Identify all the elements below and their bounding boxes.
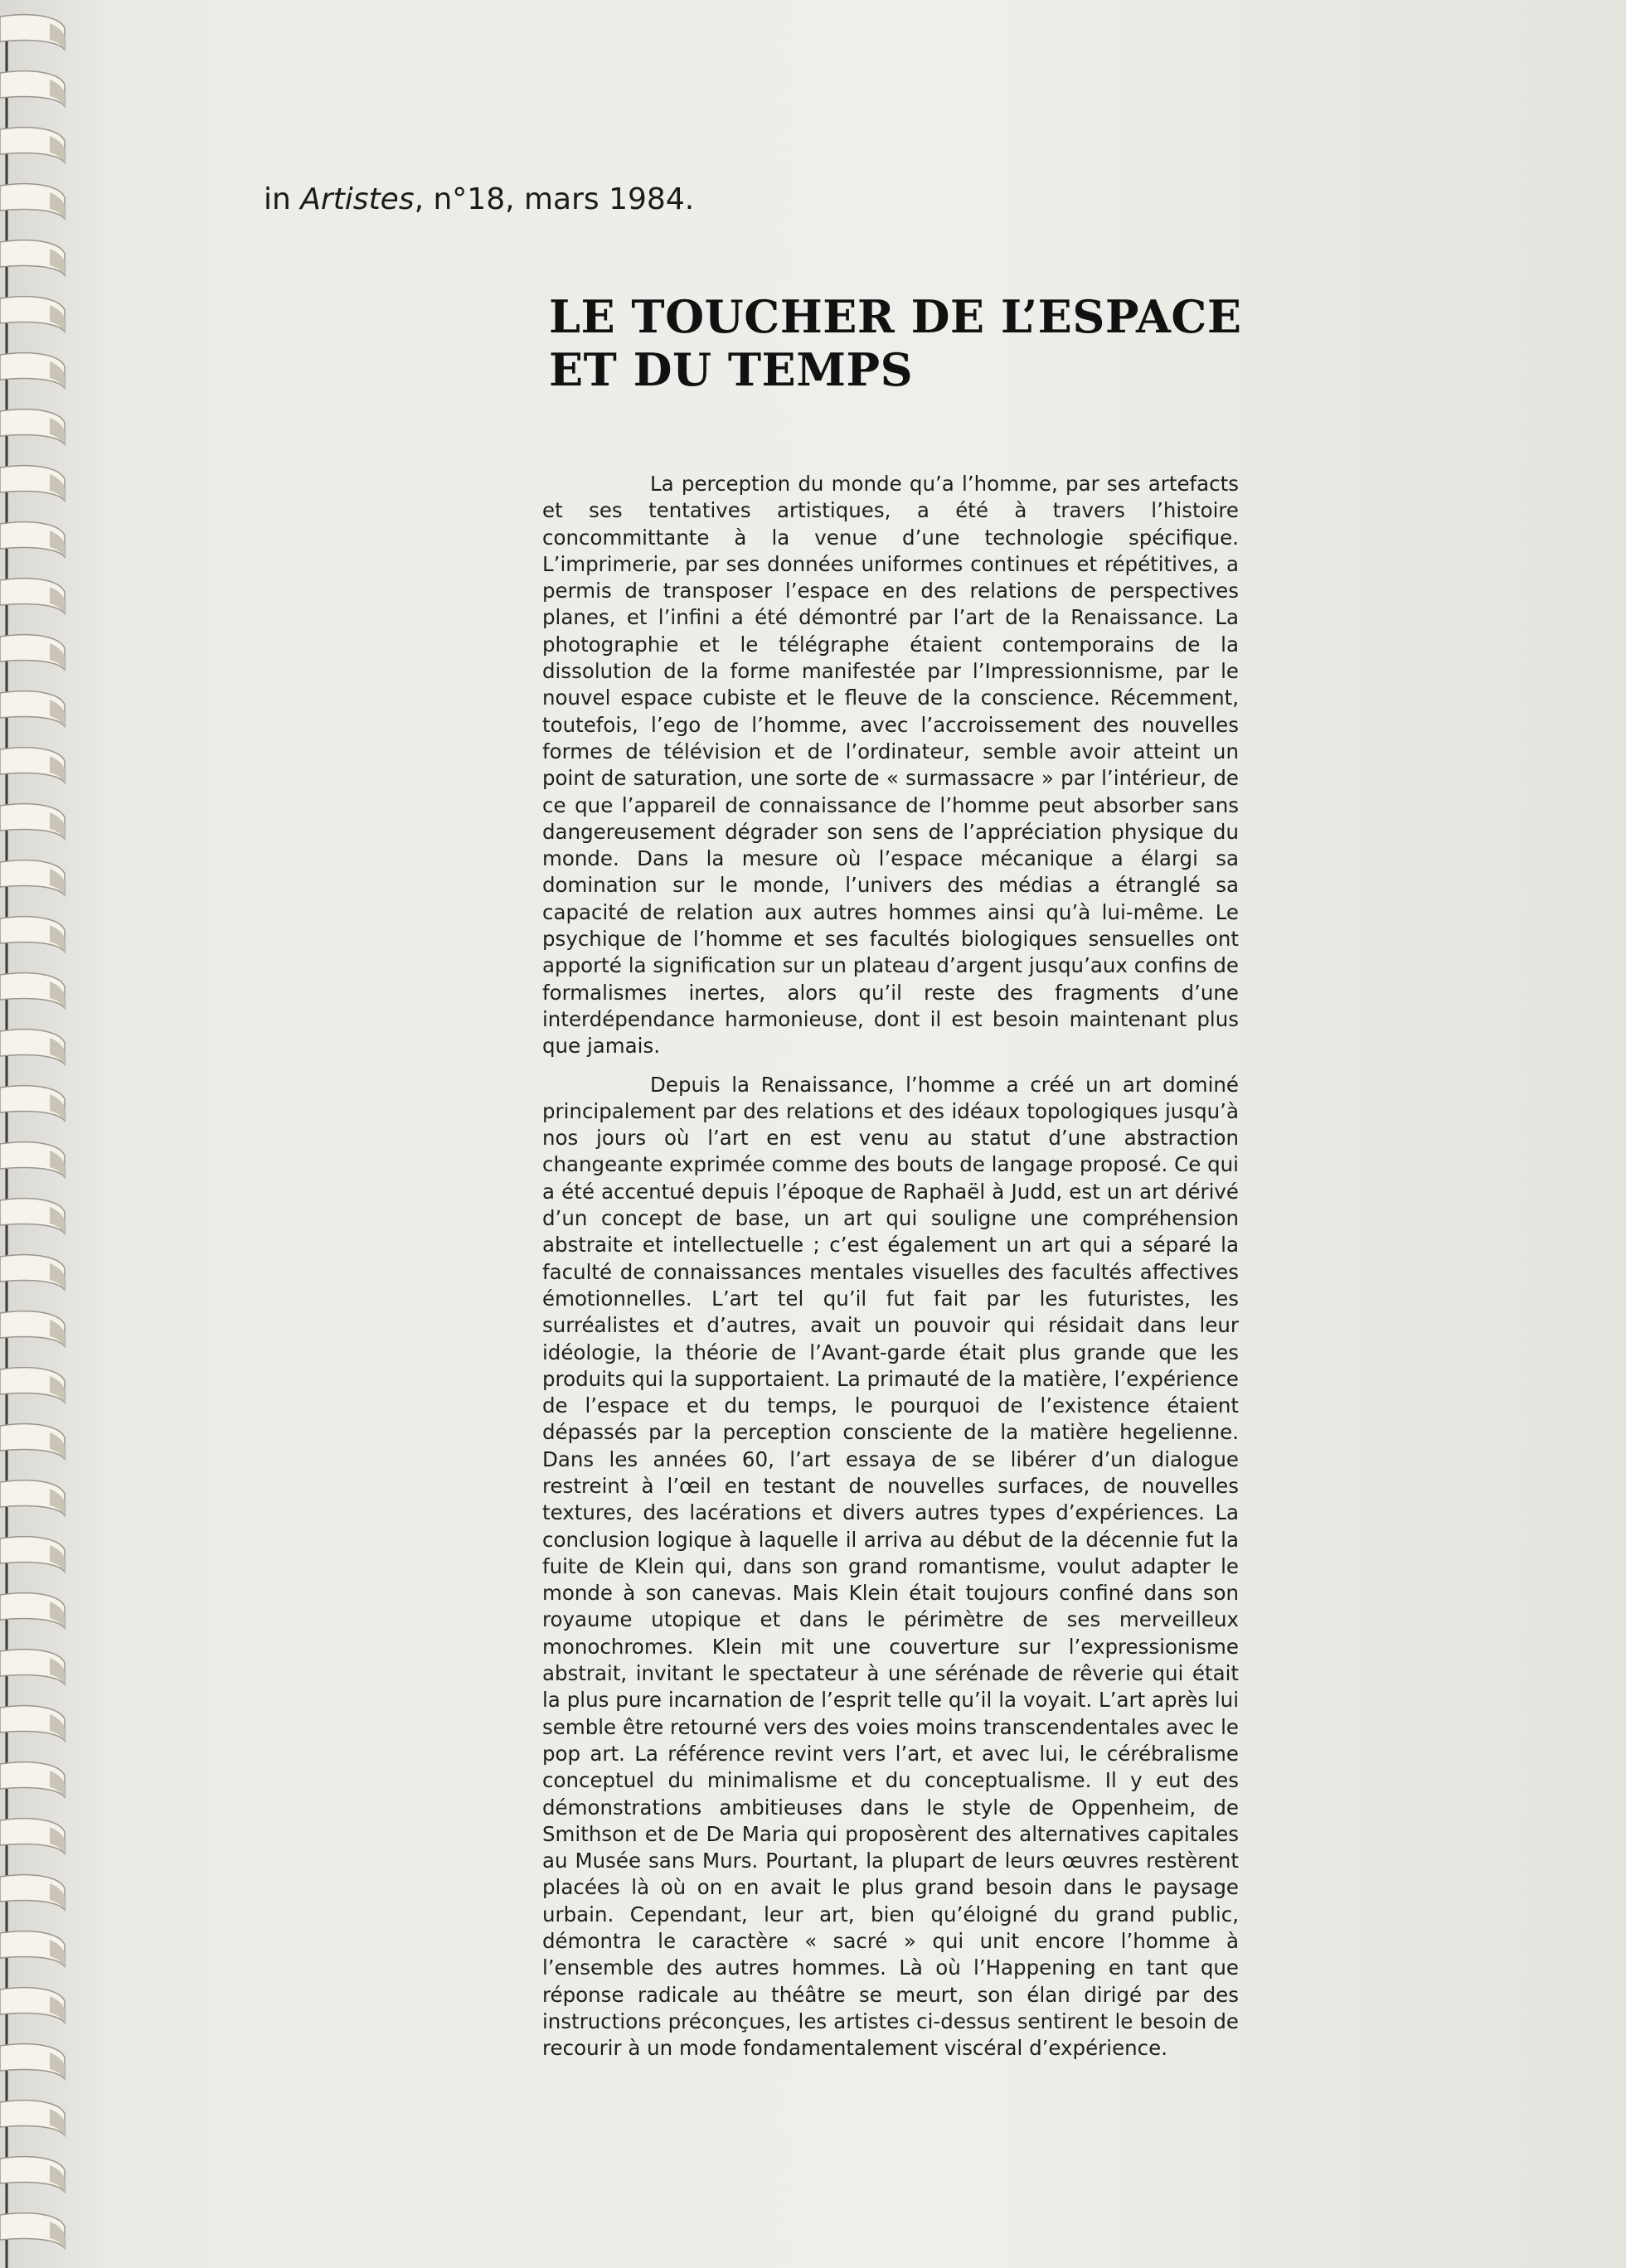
binding-loop — [0, 917, 65, 975]
binding-loop — [0, 635, 65, 693]
binding-loop — [0, 1030, 65, 1088]
binding-loop — [0, 1988, 65, 2046]
source-citation — [264, 182, 694, 216]
binding-loop — [0, 1255, 65, 1313]
binding-loop — [0, 860, 65, 918]
binding-loop — [0, 1762, 65, 1820]
binding-loop — [0, 1142, 65, 1200]
binding-loop — [0, 1931, 65, 1989]
binding-loop — [0, 1480, 65, 1539]
binding-loop — [0, 1086, 65, 1144]
binding-loop — [0, 297, 65, 355]
paragraph-1: La perception du monde qu’a l’homme, par ses artefacts et ses tentatives artistiques, a été à travers l’histoire concommittante à la venue d’une technologie spécifique. L’imprimerie, par ses données uniformes continues et répétitives, a permis de transposer l’espace en des relations de perspectives planes, et l’infini a été démontré par l’art de la Renaissance. La photographie et le télégraphe étaient contemporains de la dissolution de la forme manifestée par l’Impressionnisme, par le nouvel espace cubiste et le fleuve de la conscience. Récemment, toutefois, l’ego de l’homme, avec l’accroissement des nouvelles formes de télévision et de l’ordinateur, semble avoir atteint un point de saturation, une sorte de « surmassacre » par l’intérieur, de ce que l’appareil de connaissance de l’homme peut absorber sans dangereusement dégrader son sens de l’appréciation physique du monde. Dans la mesure où l’espace mécanique a élargi sa domination sur le monde, l’univers des médias a étranglé sa capacité de relation aux autres hommes ainsi qu’à lui-même. Le psychique de l’homme et ses facultés biologiques sensuelles ont apporté la signification sur un plateau d’argent jusqu’aux confins de formalismes inertes, alors qu’il reste des fragments d’une interdépendance harmonieuse, dont il est besoin maintenant plus que jamais. — [542, 472, 1239, 1059]
source-suffix: , n°18, mars 1984. — [414, 182, 695, 216]
binding-loop — [0, 353, 65, 411]
title-line-2: ET DU TEMPS — [549, 343, 914, 396]
binding-loop — [0, 15, 65, 73]
binding-loop — [0, 691, 65, 749]
binding-loop — [0, 1875, 65, 1933]
spiral-binding-icon — [0, 0, 83, 2268]
source-publication: Artistes — [300, 182, 415, 216]
binding-loop — [0, 2157, 65, 2215]
binding-loop — [0, 1537, 65, 1595]
binding-loop — [0, 1593, 65, 1651]
article-body — [542, 471, 1239, 2074]
binding-loop — [0, 184, 65, 242]
binding-loop — [0, 1368, 65, 1426]
binding-loop — [0, 804, 65, 862]
binding-loop — [0, 1706, 65, 1764]
binding-loop — [0, 1819, 65, 1877]
binding-loop — [0, 1199, 65, 1257]
binding-loop — [0, 1424, 65, 1482]
binding-loop — [0, 522, 65, 580]
binding-loop — [0, 2213, 65, 2268]
binding-loop — [0, 466, 65, 524]
binding-loop — [0, 2101, 65, 2159]
article-title — [549, 290, 1378, 396]
title-line-1: LE TOUCHER DE L’ESPACE — [549, 290, 1242, 343]
binding-loop — [0, 240, 65, 298]
binding-loop — [0, 410, 65, 468]
binding-loop — [0, 71, 65, 129]
binding-loop — [0, 579, 65, 637]
binding-loop — [0, 973, 65, 1031]
binding-loop — [0, 1311, 65, 1369]
binding-loop — [0, 2044, 65, 2102]
binding-loop — [0, 748, 65, 806]
binding-loop — [0, 128, 65, 186]
paragraph-2: Depuis la Renaissance, l’homme a créé un art dominé principalement par des relations et des idéaux topologiques jusqu’à nos jours où l’art en est venu au statut d’une abstraction changeante exprimée comme des bouts de langage proposé. Ce qui a été accentué depuis l’époque de Raphaël à Judd, est un art dérivé d’un concept de base, un art qui souligne une compréhension abstraite et intellectuelle ; c’est également un art qui a séparé la faculté de connaissances mentales visuelles des facultés affectives émotionnelles. L’art tel qu’il fut fait par les futuristes, les surréalistes et d’autres, avait un pouvoir qui résidait dans leur idéologie, la théorie de l’Avant-garde était plus grande que les produits qui la supportaient. La primauté de la matière, l’expérience de l’espace et du temps, le pourquoi de l’existence étaient dépassés par la perception consciente de la matière hegelienne. Dans les années 60, l’art essaya de se libérer d’un dialogue restreint à l’œil en testant de nouvelles surfaces, de nouvelles textures, des lacérations et divers autres types d’expériences. La conclusion logique à laquelle il arriva au début de la décennie fut la fuite de Klein qui, dans son grand romantisme, voulut adapter le monde à son canevas. Mais Klein était toujours confiné dans son royaume utopique et dans le périmètre de ses merveilleux monochromes. Klein mit une couverture sur l’expressionisme abstrait, invitant le spectateur à une sérénade de rêverie qui était la plus pure incarnation de l’esprit telle qu’il la voyait. L’art après lui semble être retourné vers des voies moins transcendentales avec le pop art. La référence revint vers l’art, et avec lui, le cérébralisme conceptuel du minimalisme et du conceptualisme. Il y eut des démonstrations ambitieuses dans le style de Oppenheim, de Smithson et de De Maria qui proposèrent des alternatives capitales au Musée sans Murs. Pourtant, la plupart de leurs œuvres restèrent placées là où on en avait le plus grand besoin dans le paysage urbain. Cependant, leur art, bien qu’éloigné du grand public, démontra le caractère « sacré » qui unit encore l’homme à l’ensemble des autres hommes. Là où l’Happening en tant que réponse radicale au théâtre se meurt, son élan dirigé par des instructions préconçues, les artistes ci-dessus sentirent le besoin de recourir à un mode fondamentalement viscéral d’expérience. — [542, 1072, 1239, 2061]
source-prefix: in — [264, 182, 301, 216]
binding-loop — [0, 1650, 65, 1708]
